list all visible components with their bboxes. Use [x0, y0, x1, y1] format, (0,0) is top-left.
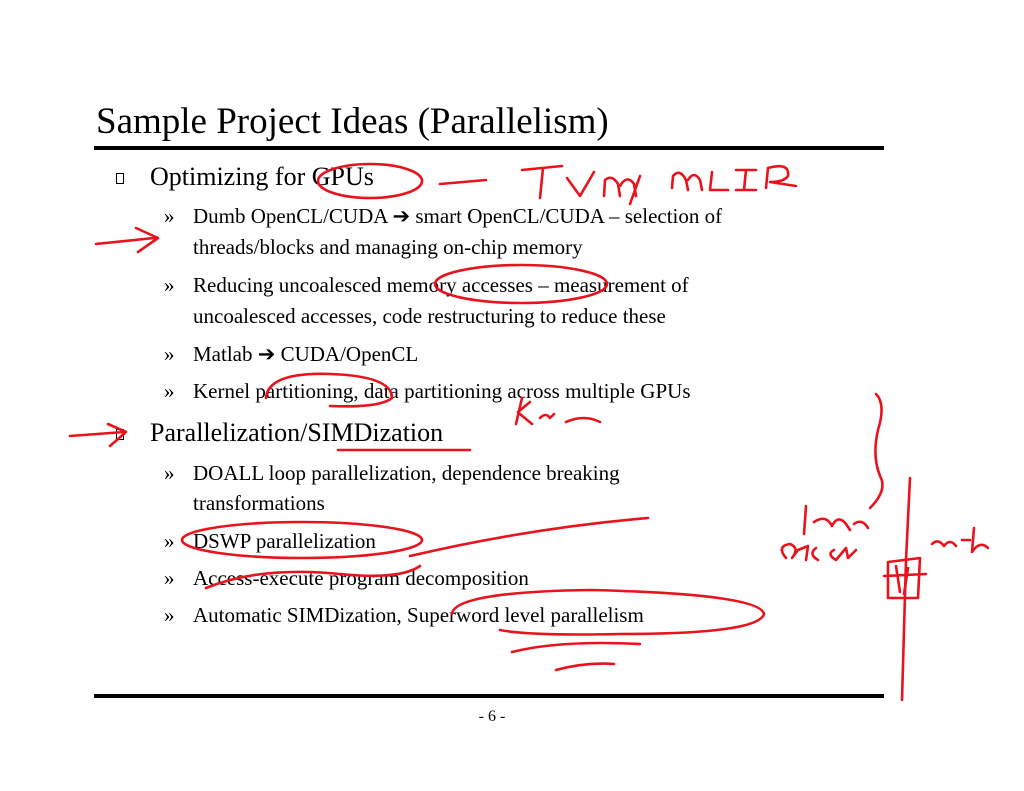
ink-handwriting-1-vm	[804, 506, 868, 534]
footer-divider	[94, 694, 884, 698]
ink-handwriting-mark	[932, 528, 988, 552]
ink-underline-1	[512, 643, 640, 652]
sub-bullet-line: Automatic SIMDization, Superword level parallelism	[193, 603, 644, 627]
sub-bullet-line: Access-execute program decomposition	[193, 566, 529, 590]
slide-title: Sample Project Ideas (Parallelism)	[96, 101, 609, 142]
sub-bullet-line: DSWP parallelization	[193, 529, 376, 553]
page-number: - 6 -	[478, 708, 506, 725]
sub-bullet-line: Matlab ➔ CUDA/OpenCL	[193, 342, 419, 366]
bullet-box-icon	[116, 429, 124, 440]
ink-brace	[870, 394, 882, 508]
ink-handwriting-tvm	[522, 166, 640, 204]
sub-bullet-line: DOALL loop parallelization, dependence breaking	[193, 461, 620, 485]
ink-dash	[440, 180, 486, 184]
sub-bullet-line: Kernel partitioning, data partitioning across multiple GPUs	[193, 379, 691, 403]
bullet-gpus: Optimizing for GPUs	[150, 162, 374, 191]
sub-bullet-marker: »	[164, 379, 175, 403]
ink-vertical-line	[902, 478, 910, 700]
sub-bullet-marker: »	[164, 529, 175, 553]
sub-bullet-marker: »	[164, 342, 175, 366]
ink-handwriting-mlir	[672, 166, 796, 190]
sub-bullet-marker: »	[164, 204, 175, 228]
ink-arrow-left	[96, 228, 158, 252]
sub-bullet-line: Reducing uncoalesced memory accesses – measurement of	[193, 273, 689, 297]
ink-long-line	[410, 518, 648, 556]
sub-bullet-marker: »	[164, 566, 175, 590]
bullet-parallelization: Parallelization/SIMDization	[150, 418, 444, 447]
sub-bullet-line: Dumb OpenCL/CUDA ➔ smart OpenCL/CUDA – selection of	[193, 204, 723, 228]
sub-bullet-marker: »	[164, 603, 175, 627]
ink-handwriting-pro	[884, 558, 926, 598]
title-divider	[94, 146, 884, 150]
sub-bullet-marker: »	[164, 461, 175, 485]
ink-handwriting-alloc	[782, 544, 856, 560]
bullet-box-icon	[116, 173, 124, 184]
sub-bullet-line: threads/blocks and managing on-chip memory	[193, 235, 583, 259]
sub-bullet-line: transformations	[193, 491, 325, 515]
ink-underline-2	[556, 664, 614, 670]
sub-bullet-marker: »	[164, 273, 175, 297]
sub-bullet-line: uncoalesced accesses, code restructuring to reduce these	[193, 304, 666, 328]
